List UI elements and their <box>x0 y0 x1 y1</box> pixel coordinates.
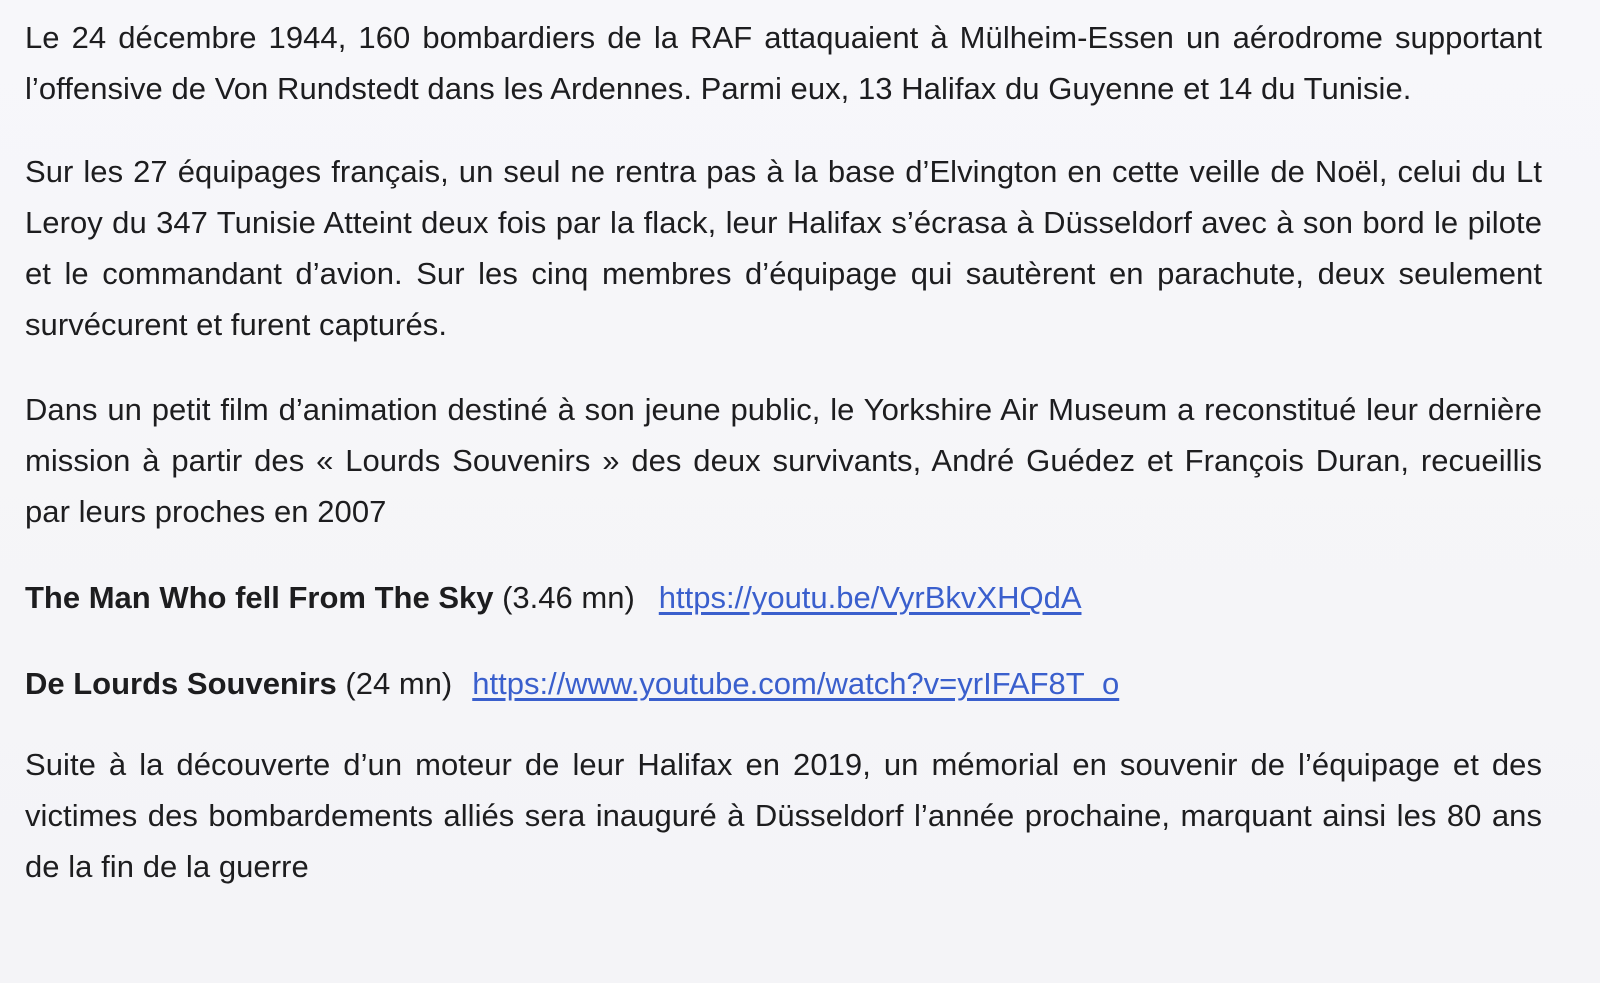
film-link[interactable]: https://www.youtube.com/watch?v=yrIFAF8T_o <box>472 666 1120 701</box>
paragraph-memorial: Suite à la découverte d’un moteur de leur Halifax en 2019, un mémorial en souvenir de l’équipage et des victimes des bombardements alliés sera inauguré à Düsseldorf l’année prochaine, marquant ainsi les 80 ans de la fin de la guerre <box>25 747 1542 884</box>
film-entry <box>25 572 1542 623</box>
paragraph-animation-film: Dans un petit film d’animation destiné à son jeune public, le Yorkshire Air Museum a reconstitué leur dernière mission à partir des « Lourds Souvenirs » des deux survivants, André Guédez et François Duran, recueillis par leurs proches en 2007 <box>25 392 1542 529</box>
film-title: De Lourds Souvenirs <box>25 666 337 701</box>
film-duration: (24 mn) <box>345 666 453 701</box>
film-link[interactable]: https://youtu.be/VyrBkvXHQdA <box>658 580 1082 615</box>
film-duration: (3.46 mn) <box>502 580 635 615</box>
paragraph-crew-loss: Sur les 27 équipages français, un seul ne rentra pas à la base d’Elvington en cette veille de Noël, celui du Lt Leroy du 347 Tunisie Atteint deux fois par la flack, leur Halifax s’écrasa à Düsseldorf avec à son bord le pilote et le commandant d’avion. Sur les cinq membres d’équipage qui sautèrent en parachute, deux seulement survécurent et furent capturés. <box>25 154 1542 342</box>
film-entry <box>25 658 1542 709</box>
film-title: The Man Who fell From The Sky <box>25 580 494 615</box>
paragraph-intro: Le 24 décembre 1944, 160 bombardiers de la RAF attaquaient à Mülheim-Essen un aérodrome supportant l’offensive de Von Rundstedt dans les Ardennes. Parmi eux, 13 Halifax du Guyenne et 14 du Tunisie. <box>25 20 1542 106</box>
